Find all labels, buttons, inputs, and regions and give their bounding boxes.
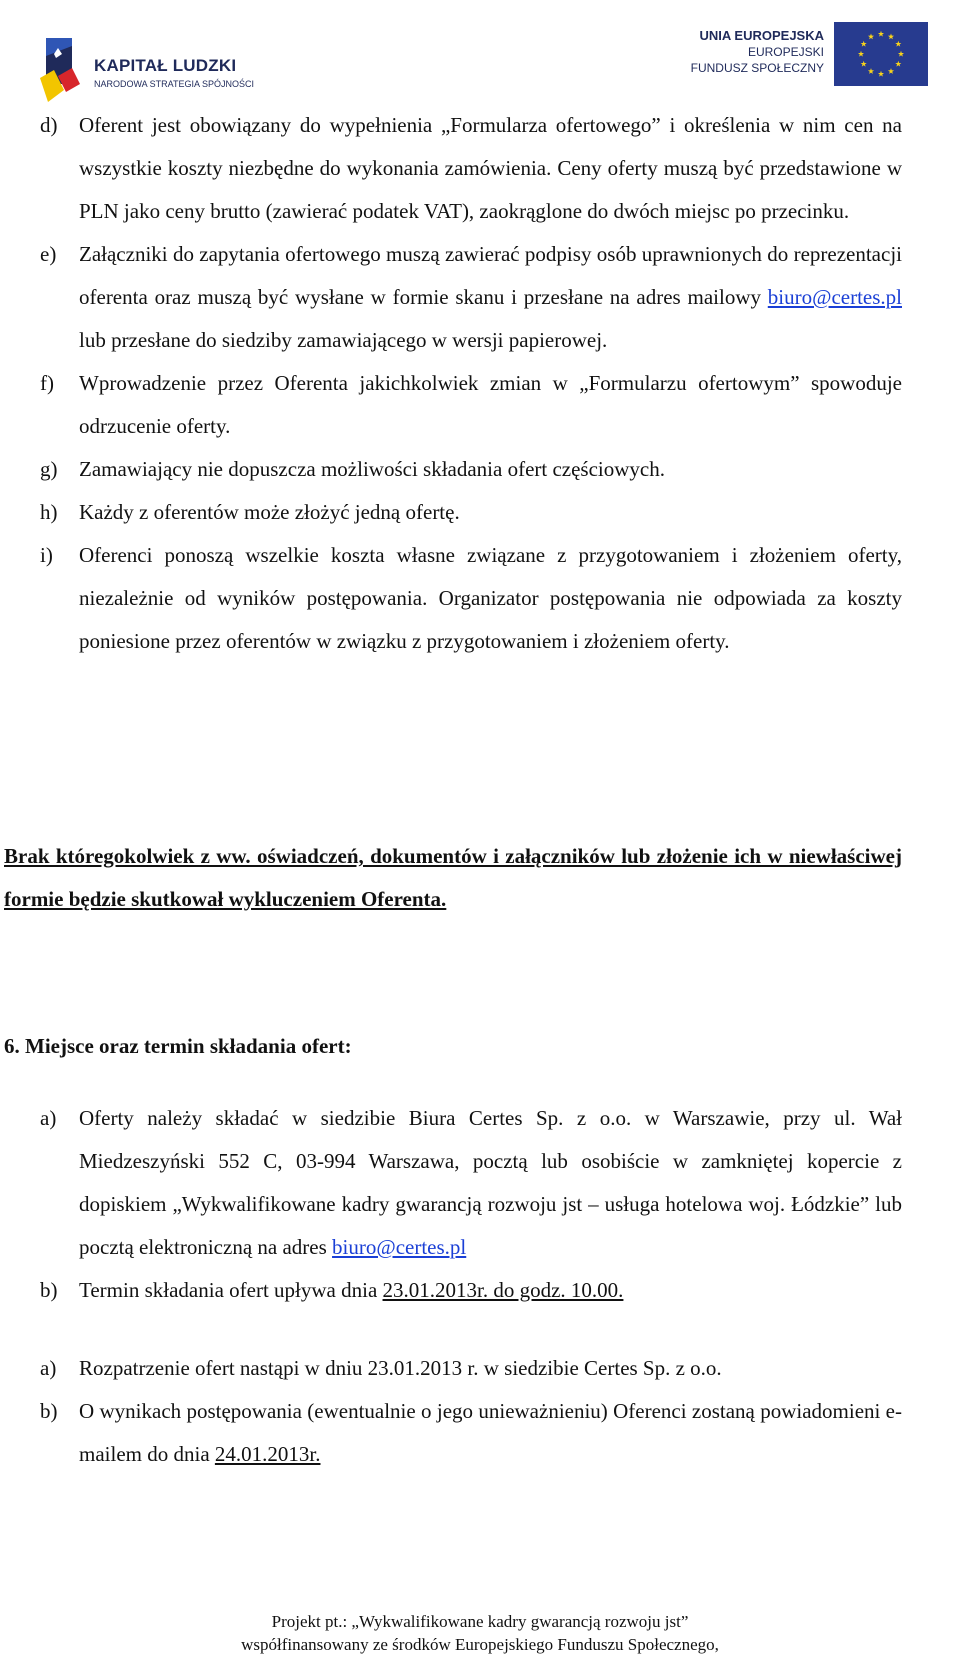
section-6-title: 6. Miejsce oraz termin składania ofert:	[4, 1034, 352, 1058]
list-item	[0, 233, 960, 362]
section-7-list	[0, 1347, 960, 1476]
deadline-date: 23.01.2013r. do godz. 10.00.	[382, 1278, 624, 1302]
item-marker: h)	[40, 500, 58, 524]
eu-logo-line1: UNIA EUROPEJSKA	[699, 28, 824, 43]
list-item	[0, 1097, 960, 1269]
eu-flag-icon	[834, 22, 928, 86]
item-text	[79, 233, 902, 362]
eu-logo-line3: FUNDUSZ SPOŁECZNY	[690, 61, 824, 75]
notification-date: 24.01.2013r.	[214, 1442, 321, 1466]
item-text-before: O wynikach postępowania (ewentualnie o jego unieważnieniu) Oferenci zostaną powiadomieni e-mailem do dnia	[79, 1399, 902, 1466]
item-marker: i)	[40, 543, 53, 567]
eu-logo-line2: EUROPEJSKI	[747, 45, 824, 59]
footer-line2: współfinansowany ze środków Europejskiego Funduszu Społecznego,	[241, 1635, 719, 1654]
section-6-list	[0, 1097, 960, 1312]
item-text: Zamawiający nie dopuszcza możliwości składania ofert częściowych.	[79, 457, 666, 481]
item-text-after: lub przesłane do siedziby zamawiającego w wersji papierowej.	[79, 328, 608, 352]
eu-logo-text	[691, 28, 824, 76]
logo-subtitle: NARODOWA STRATEGIA SPÓJNOŚCI	[94, 79, 255, 89]
exclusion-warning: Brak któregokolwiek z ww. oświadczeń, dokumentów i załączników lub złożenie ich w niewłaściwej formie będzie skutkował wykluczeniem Oferenta.	[4, 844, 902, 911]
eu-logo	[658, 22, 928, 88]
item-marker: d)	[40, 113, 58, 137]
item-text: Oferent jest obowiązany do wypełnienia „Formularza ofertowego” i określenia w nim cen na wszystkie koszty niezbędne do wykonania zamówienia. Ceny oferty muszą być przedstawione w PLN jako ceny brutto (zawierać podatek VAT), zaokrąglone do dwóch miejsc po przecinku.	[79, 113, 902, 223]
logo-title: KAPITAŁ LUDZKI	[94, 56, 237, 75]
list-item	[0, 1269, 960, 1312]
list-item	[0, 104, 960, 233]
item-text	[79, 1097, 902, 1269]
list-item	[0, 491, 960, 534]
list-item	[0, 1347, 960, 1390]
item-text-before: Oferty należy składać w siedzibie Biura Certes Sp. z o.o. w Warszawie, przy ul. Wał Miedzeszyński 552 C, 03-994 Warszawa, pocztą lub osobiście w zamkniętej kopercie z dopiskiem „Wykwalifikowane kadry gwarancją rozwoju jst – usługa hotelowa woj. Łódzkie” lub pocztą elektroniczną na adres	[79, 1106, 902, 1259]
footer-line1: Projekt pt.: „Wykwalifikowane kadry gwarancją rozwoju jst”	[271, 1612, 689, 1631]
kapital-ludzki-emblem-icon	[40, 34, 80, 104]
item-marker: e)	[40, 242, 57, 266]
item-text-before: Termin składania ofert upływa dnia	[79, 1278, 383, 1302]
item-text	[79, 1269, 902, 1312]
item-marker: g)	[40, 457, 58, 481]
item-text	[79, 1390, 902, 1476]
page-footer	[0, 1610, 960, 1656]
kapital-ludzki-logo	[40, 34, 260, 104]
conditions-list	[0, 104, 960, 663]
list-item	[0, 1390, 960, 1476]
list-item	[0, 362, 960, 448]
item-marker: a)	[40, 1356, 57, 1380]
email-link[interactable]: biuro@certes.pl	[767, 285, 902, 309]
item-text: Wprowadzenie przez Oferenta jakichkolwiek zmian w „Formularzu ofertowym” spowoduje odrzucenie oferty.	[79, 371, 902, 438]
item-marker: a)	[40, 1106, 57, 1130]
item-marker: f)	[40, 371, 54, 395]
list-item	[0, 534, 960, 663]
item-text: Oferenci ponoszą wszelkie koszta własne związane z przygotowaniem i złożeniem oferty, niezależnie od wyników postępowania. Organizator postępowania nie odpowiada za koszty poniesione przez oferentów w związku z przygotowaniem i złożeniem oferty.	[79, 543, 902, 653]
item-text: Rozpatrzenie ofert nastąpi w dniu 23.01.2013 r. w siedzibie Certes Sp. z o.o.	[79, 1356, 722, 1380]
item-text: Każdy z oferentów może złożyć jedną ofertę.	[79, 500, 460, 524]
item-text-before: Załączniki do zapytania ofertowego muszą zawierać podpisy osób uprawnionych do reprezentacji oferenta oraz muszą być wysłane w formie skanu i przesłane na adres mailowy	[79, 242, 902, 309]
email-link[interactable]: biuro@certes.pl	[332, 1235, 467, 1259]
list-item	[0, 448, 960, 491]
item-marker: b)	[40, 1278, 58, 1302]
item-marker: b)	[40, 1399, 58, 1423]
